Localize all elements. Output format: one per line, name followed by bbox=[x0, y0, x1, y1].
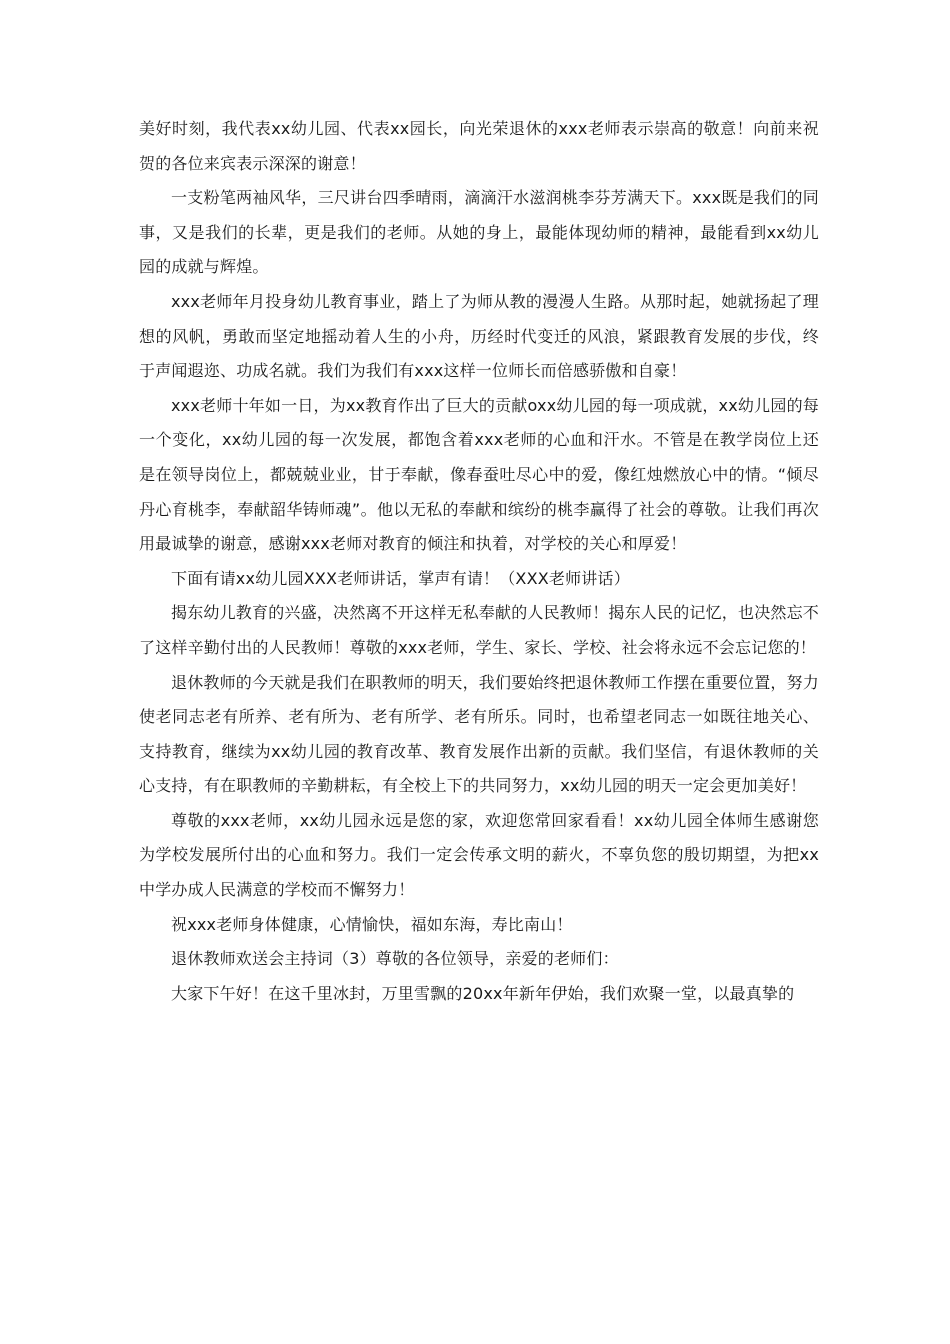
paragraph-7: 退休教师的今天就是我们在职教师的明天，我们要始终把退休教师工作摆在重要位置，努力使老同志老有所养、老有所为、老有所学、老有所乐。同时，也希望老同志一如既往地关心、支持教育，继续为xx幼儿园的教育改革、教育发展作出新的贡献。我们坚信，有退休教师的关心支持，有在职教师的辛勤耕耘，有全校上下的共同努力，xx幼儿园的明天一定会更加美好！ bbox=[139, 672, 820, 796]
paragraph-9: 祝xxx老师身体健康，心情愉快，福如东海，寿比南山！ bbox=[171, 914, 573, 934]
paragraph-3: xxx老师年月投身幼儿教育事业，踏上了为师从教的漫漫人生路。从那时起，她就扬起了理想的风帆，勇敢而坚定地摇动着人生的小舟，历经时代变迁的风浪，紧跟教育发展的步伐，终于声闻遐迩、功成名就。我们为我们有xxx这样一位师长而倍感骄傲和自豪！ bbox=[139, 291, 819, 381]
paragraph-1: 美好时刻，我代表xx幼儿园、代表xx园长，向光荣退休的xxx老师表示崇高的敬意！向前来祝贺的各位来宾表示深深的谢意！ bbox=[139, 119, 819, 173]
paragraph-11: 大家下午好！在这千里冰封，万里雪飘的20xx年新年伊始，我们欢聚一堂，以最真挚的 bbox=[171, 983, 795, 1003]
paragraph-5: 下面有请xx幼儿园XXX老师讲话，掌声有请！（XXX老师讲话） bbox=[171, 568, 630, 588]
paragraph-10: 退休教师欢送会主持词（3）尊敬的各位领导，亲爱的老师们： bbox=[171, 949, 619, 969]
paragraph-8: 尊敬的xxx老师，xx幼儿园永远是您的家，欢迎您常回家看看！xx幼儿园全体师生感谢您为学校发展所付出的心血和努力。我们一定会传承文明的薪火，不辜负您的殷切期望，为把xx中学办成人民满意的学校而不懈努力！ bbox=[139, 810, 819, 900]
paragraph-4: xxx老师十年如一日，为xx教育作出了巨大的贡献oxx幼儿园的每一项成就，xx幼儿园的每一个变化，xx幼儿园的每一次发展，都饱含着xxx老师的心血和汗水。不管是在教学岗位上还是在领导岗位上，都兢兢业业，甘于奉献，像春蚕吐尽心中的爱，像红烛燃放心中的情。“倾尽丹心育桃李，奉献韶华铸师魂”。他以无私的奉献和缤纷的桃李赢得了社会的尊敬。让我们再次用最诚挚的谢意，感谢xxx老师对教育的倾注和执着，对学校的关心和厚爱！ bbox=[139, 395, 819, 554]
document-body bbox=[139, 112, 819, 1011]
paragraph-6: 揭东幼儿教育的兴盛，决然离不开这样无私奉献的人民教师！揭东人民的记忆，也决然忘不了这样辛勤付出的人民教师！尊敬的xxx老师，学生、家长、学校、社会将永远不会忘记您的！ bbox=[139, 603, 820, 657]
paragraph-2: 一支粉笔两袖风华，三尺讲台四季晴雨，滴滴汗水滋润桃李芬芳满天下。xxx既是我们的同事，又是我们的长辈，更是我们的老师。从她的身上，最能体现幼师的精神，最能看到xx幼儿园的成就与辉煌。 bbox=[139, 188, 819, 277]
